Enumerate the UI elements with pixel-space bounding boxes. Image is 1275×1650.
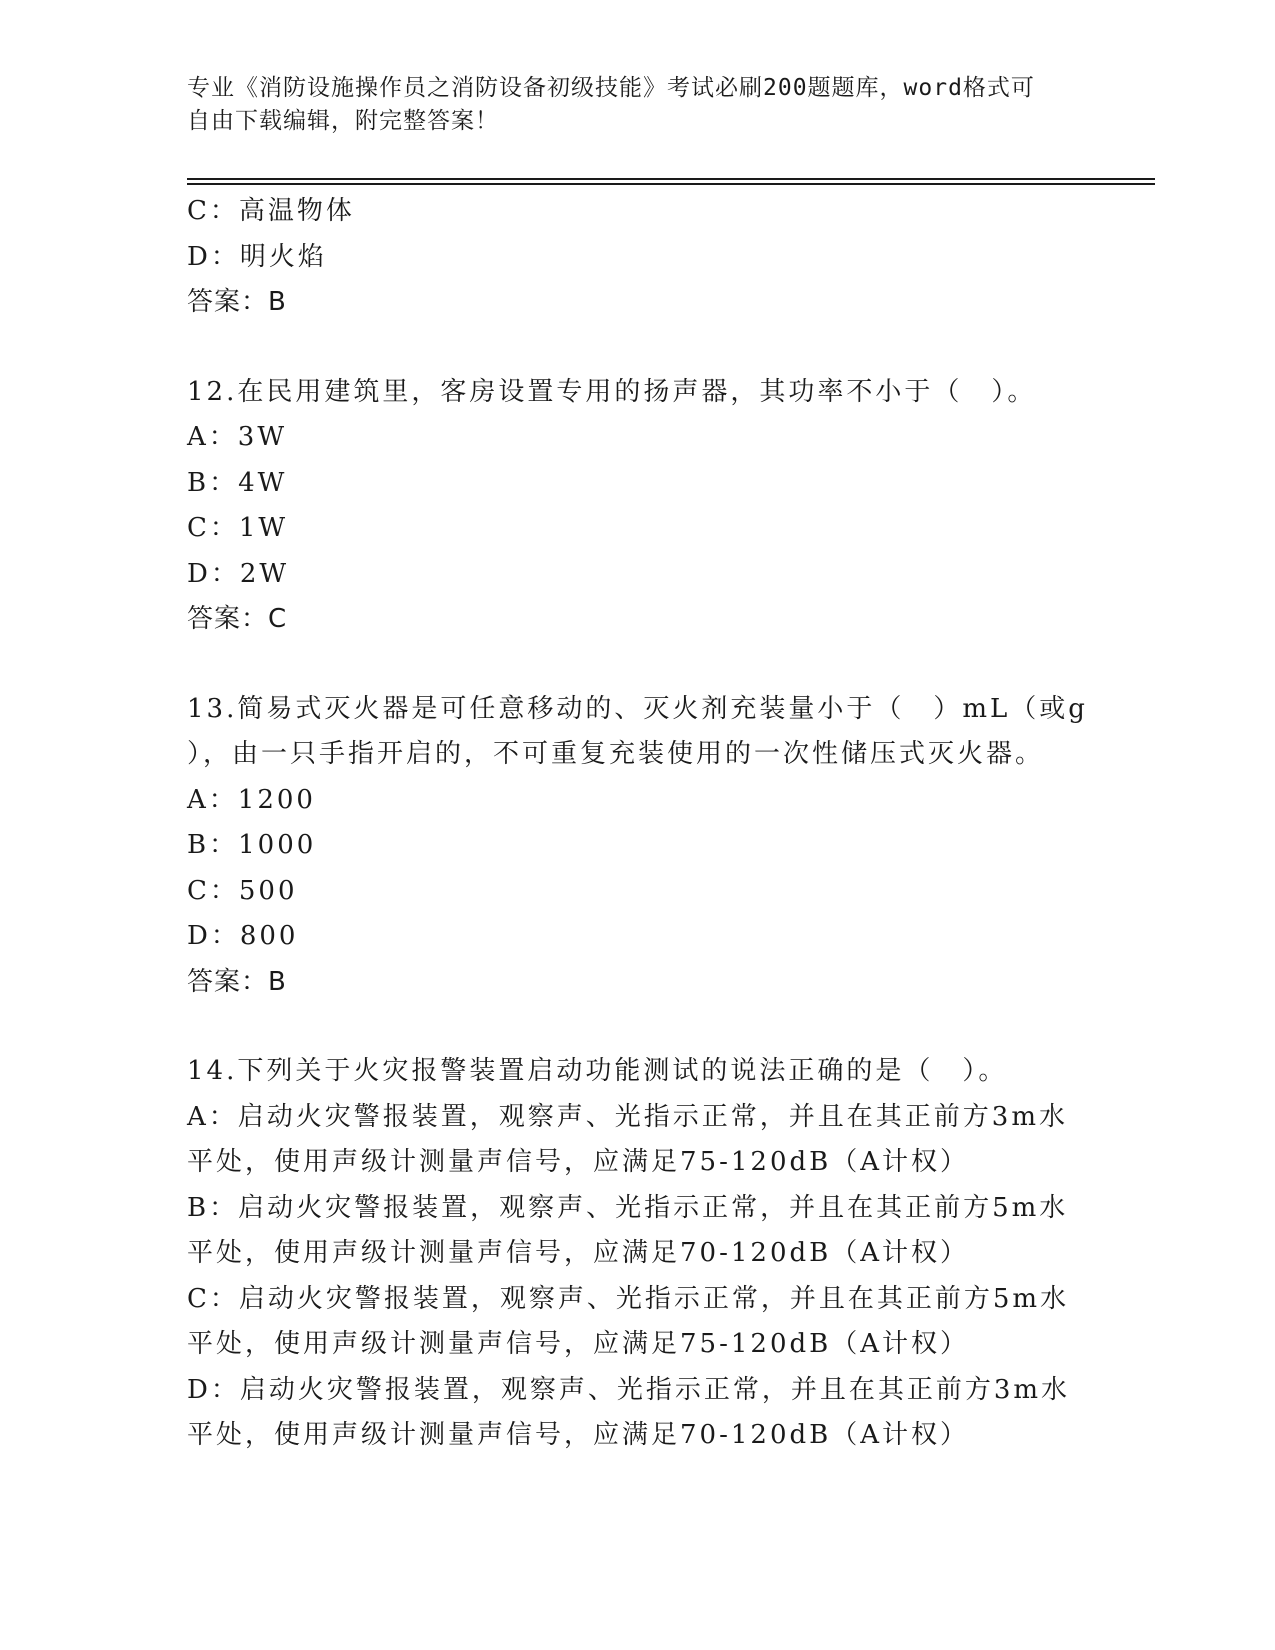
option-a-line-2: 平处，使用声级计测量声信号，应满足75-120dB（A计权） [187,1147,970,1177]
option-b-line-1: B：启动火灾警报装置，观察声、光指示正常，并且在其正前方5m水 [187,1192,1069,1223]
option-b-line-2: 平处，使用声级计测量声信号，应满足70-120dB（A计权） [187,1238,970,1268]
question-content [187,189,1087,1459]
option-c-line-1: C：启动火灾警报装置，观察声、光指示正常，并且在其正前方5m水 [187,1283,1070,1314]
option-d-line-1: D：启动火灾警报装置，观察声、光指示正常，并且在其正前方3m水 [187,1374,1071,1405]
spacer [187,643,1087,687]
option-a: A：1200 [187,784,316,815]
option-d: D：2W [187,558,290,589]
question-stem-line-2: ），由一只手指开启的，不可重复充装使用的一次性储压式灭火器。 [187,739,1045,769]
option-d: D：明火焰 [187,241,327,272]
header-line-1: 专业《消防设施操作员之消防设备初级技能》考试必刷200题题库，word格式可 [187,75,1035,101]
header-line-2: 自由下载编辑，附完整答案！ [187,108,499,134]
option-c: C：高温物体 [187,196,355,226]
spacer [187,326,1087,370]
question-13 [187,687,1087,1006]
option-d-line-2: 平处，使用声级计测量声信号，应满足70-120dB（A计权） [187,1420,970,1450]
option-d: D：800 [187,921,299,951]
question-12 [187,370,1087,643]
option-a: A：3W [187,422,288,452]
option-a-line-1: A：启动火灾警报装置，观察声、光指示正常，并且在其正前方3m水 [187,1101,1068,1132]
option-b: B：4W [187,467,288,498]
option-c: C：1W [187,513,289,543]
option-c: C：500 [187,875,298,906]
header-divider-bottom [187,183,1155,185]
option-c-line-2: 平处，使用声级计测量声信号，应满足75-120dB（A计权） [187,1329,970,1359]
question-stem: 14.下列关于火灾报警装置启动功能测试的说法正确的是（ ）。 [187,1056,1008,1086]
question-14 [187,1049,1087,1459]
option-b: B：1000 [187,830,317,860]
previous-question-tail [187,189,1087,326]
question-stem: 12.在民用建筑里，客房设置专用的扬声器，其功率不小于（ ）。 [187,376,1037,407]
answer-line: 答案：B [187,287,287,317]
answer-line: 答案：B [187,966,287,997]
page-header [187,72,1067,138]
spacer [187,1005,1087,1049]
answer-line: 答案：C [187,604,288,634]
question-stem-line-1: 13.简易式灭火器是可任意移动的、灭火剂充装量小于（ ）mL（或g [187,693,1088,724]
header-divider-top [187,178,1155,180]
